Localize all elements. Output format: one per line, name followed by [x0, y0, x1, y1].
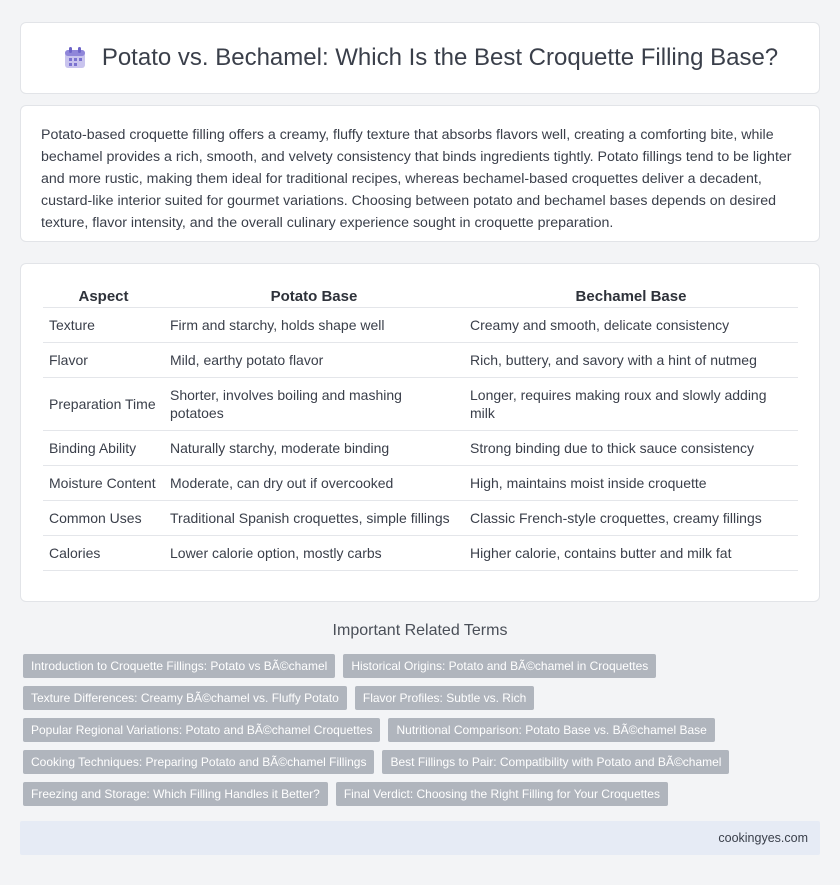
related-terms-title: Important Related Terms	[332, 622, 508, 639]
tag-row	[23, 654, 823, 678]
table-cell-potato: Naturally starchy, moderate binding	[164, 431, 464, 466]
table-row	[43, 536, 798, 571]
header-potato: Potato Base	[164, 282, 464, 308]
table-row	[43, 431, 798, 466]
comparison-section	[20, 263, 820, 602]
table-cell-bechamel: Creamy and smooth, delicate consistency	[464, 308, 798, 343]
related-term-link[interactable]: Texture Differences: Creamy BÃ©chamel vs. Fluffy Potato	[23, 686, 347, 710]
table-cell-potato: Traditional Spanish croquettes, simple fillings	[164, 501, 464, 536]
table-cell-bechamel: Classic French-style croquettes, creamy fillings	[464, 501, 798, 536]
table-cell-aspect: Moisture Content	[43, 466, 164, 501]
related-term-link[interactable]: Freezing and Storage: Which Filling Handles it Better?	[23, 782, 328, 806]
table-cell-aspect: Preparation Time	[43, 378, 164, 431]
table-cell-potato: Moderate, can dry out if overcooked	[164, 466, 464, 501]
related-term-link[interactable]: Historical Origins: Potato and BÃ©chamel in Croquettes	[343, 654, 656, 678]
page-title: Potato vs. Bechamel: Which Is the Best Croquette Filling Base?	[101, 44, 779, 71]
table-cell-bechamel: High, maintains moist inside croquette	[464, 466, 798, 501]
table-cell-aspect: Flavor	[43, 343, 164, 378]
calendar-icon	[62, 45, 88, 71]
table-row	[43, 343, 798, 378]
tag-row	[23, 750, 823, 774]
footer-site-link[interactable]: cookingyes.com	[718, 831, 808, 845]
page-footer	[20, 821, 820, 855]
table-header-row	[43, 282, 798, 308]
comparison-table	[43, 282, 798, 571]
related-term-link[interactable]: Cooking Techniques: Preparing Potato and BÃ©chamel Fillings	[23, 750, 374, 774]
table-cell-bechamel: Higher calorie, contains butter and milk fat	[464, 536, 798, 571]
tag-row	[23, 718, 823, 742]
related-term-link[interactable]: Nutritional Comparison: Potato Base vs. BÃ©chamel Base	[388, 718, 714, 742]
related-terms-list	[23, 654, 823, 814]
table-cell-aspect: Common Uses	[43, 501, 164, 536]
intro-section	[20, 105, 820, 242]
table-cell-bechamel: Longer, requires making roux and slowly adding milk	[464, 378, 798, 431]
table-cell-aspect: Texture	[43, 308, 164, 343]
related-term-link[interactable]: Best Fillings to Pair: Compatibility with Potato and BÃ©chamel	[382, 750, 729, 774]
table-row	[43, 378, 798, 431]
intro-text: Potato-based croquette filling offers a creamy, fluffy texture that absorbs flavors well, creating a comforting bite, while bechamel provides a rich, smooth, and velvety consistency that binds ingredients tightly. Potato fillings tend to be lighter and more rustic, making them ideal for traditional recipes, whereas bechamel-based croquettes deliver a decadent, custard-like interior suited for gourmet variations. Choosing between potato and bechamel bases depends on desired texture, flavor intensity, and the overall culinary experience sought in croquette preparation.	[41, 127, 792, 231]
table-cell-potato: Lower calorie option, mostly carbs	[164, 536, 464, 571]
table-cell-aspect: Binding Ability	[43, 431, 164, 466]
table-cell-bechamel: Rich, buttery, and savory with a hint of nutmeg	[464, 343, 798, 378]
table-cell-potato: Mild, earthy potato flavor	[164, 343, 464, 378]
table-cell-potato: Shorter, involves boiling and mashing potatoes	[164, 378, 464, 431]
table-cell-aspect: Calories	[43, 536, 164, 571]
related-term-link[interactable]: Introduction to Croquette Fillings: Potato vs BÃ©chamel	[23, 654, 335, 678]
related-term-link[interactable]: Popular Regional Variations: Potato and BÃ©chamel Croquettes	[23, 718, 380, 742]
table-row	[43, 308, 798, 343]
table-cell-bechamel: Strong binding due to thick sauce consistency	[464, 431, 798, 466]
header-bechamel: Bechamel Base	[464, 282, 798, 308]
table-row	[43, 466, 798, 501]
tag-row	[23, 782, 823, 806]
related-term-link[interactable]: Flavor Profiles: Subtle vs. Rich	[355, 686, 534, 710]
table-cell-potato: Firm and starchy, holds shape well	[164, 308, 464, 343]
related-term-link[interactable]: Final Verdict: Choosing the Right Filling for Your Croquettes	[336, 782, 668, 806]
table-row	[43, 501, 798, 536]
tag-row	[23, 686, 823, 710]
header-aspect: Aspect	[43, 282, 164, 308]
page-header	[20, 22, 820, 94]
